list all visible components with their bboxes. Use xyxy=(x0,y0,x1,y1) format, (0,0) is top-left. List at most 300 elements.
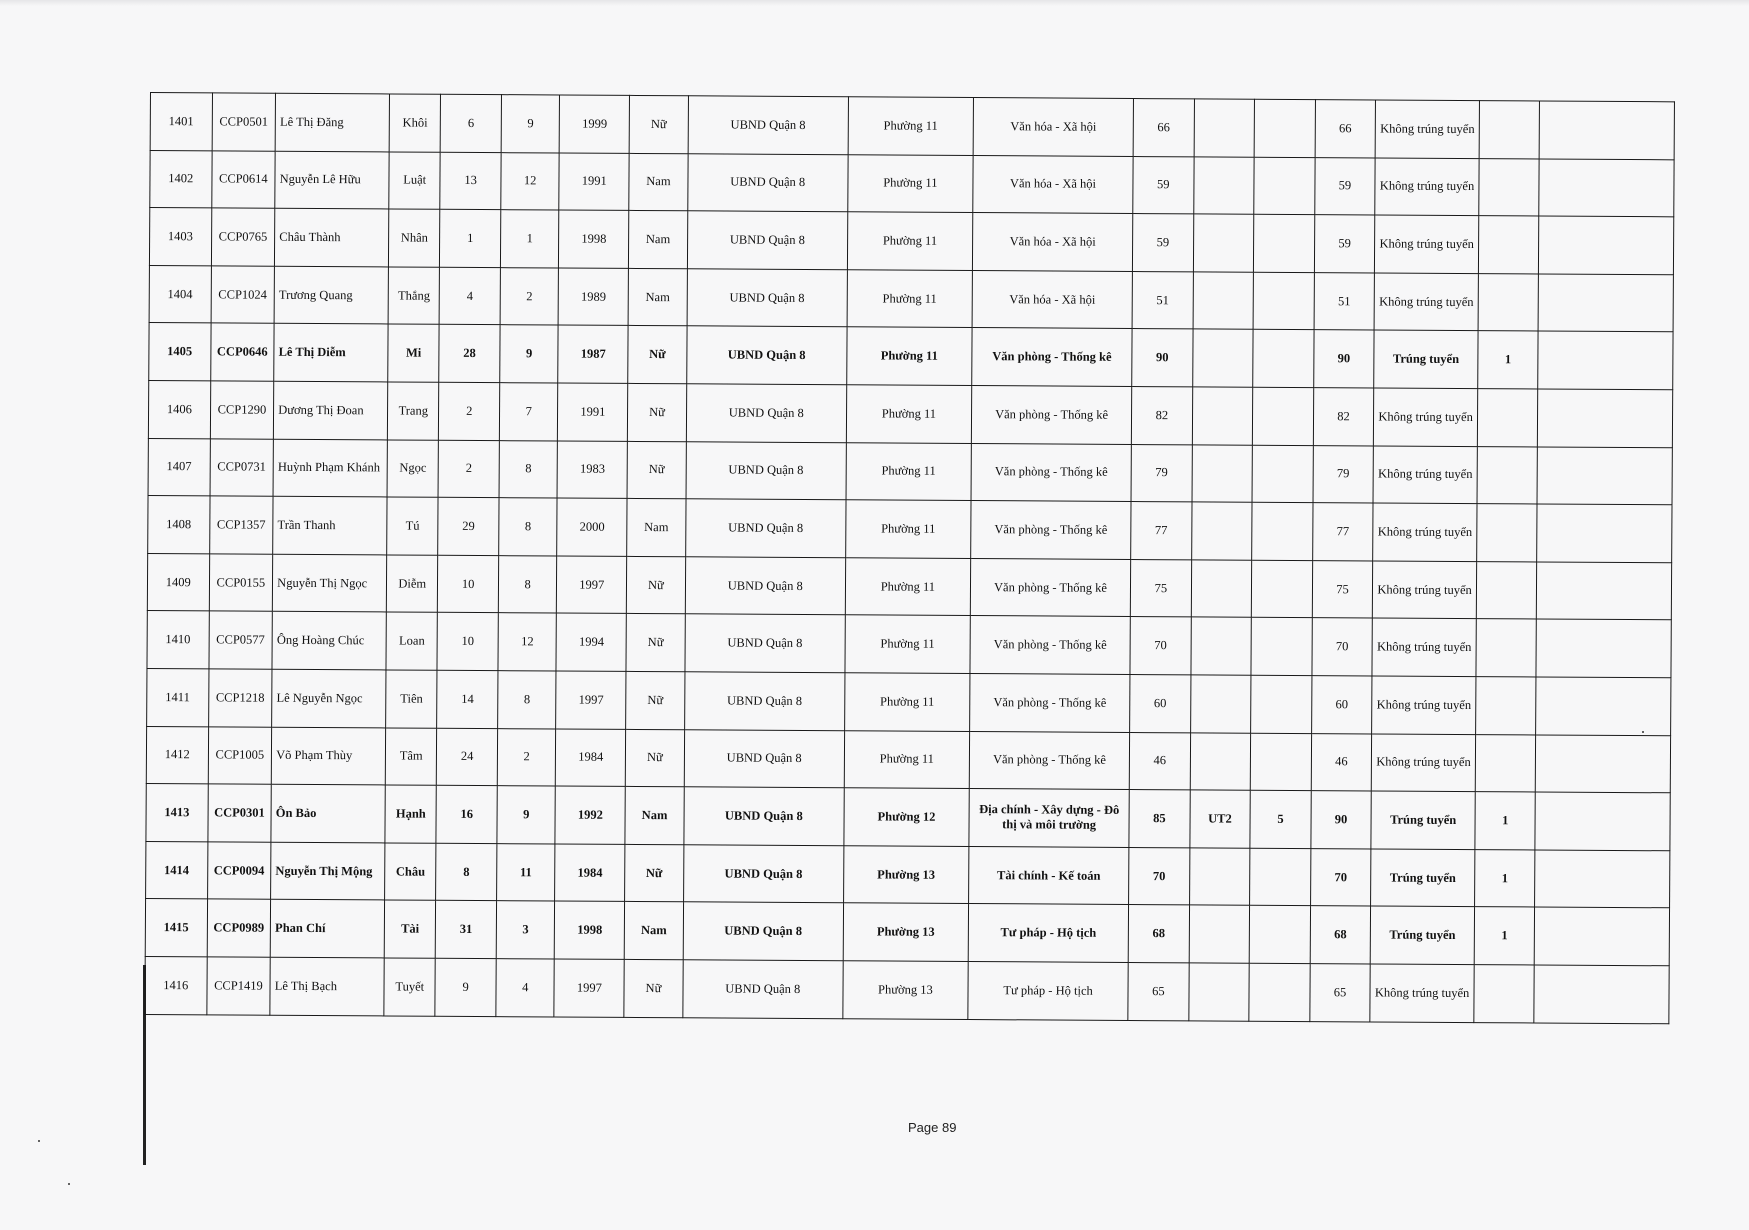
table-row xyxy=(147,553,1671,620)
total-cell: 59 xyxy=(1315,157,1376,215)
priority-cell xyxy=(1192,387,1253,445)
selected-cell xyxy=(1478,216,1539,274)
code-cell: CCP1290 xyxy=(210,381,274,439)
code-cell: CCP0577 xyxy=(209,611,273,669)
birth-day-cell: 29 xyxy=(438,497,499,555)
priority-cell xyxy=(1193,156,1254,214)
given-name-cell: Loan xyxy=(386,612,438,670)
birth-year-cell: 1997 xyxy=(556,671,626,729)
code-cell: CCP0614 xyxy=(211,150,275,208)
birth-month-cell: 9 xyxy=(500,325,559,383)
bonus-cell xyxy=(1253,330,1314,388)
note-cell xyxy=(1539,159,1674,217)
code-cell: CCP0094 xyxy=(207,842,271,900)
birth-year-cell: 2000 xyxy=(557,498,627,556)
result-cell: Không trúng tuyển xyxy=(1374,273,1478,331)
bonus-cell xyxy=(1254,157,1315,215)
ward-cell: Phường 13 xyxy=(843,903,969,961)
ward-cell: Phường 11 xyxy=(845,615,971,673)
bonus-cell xyxy=(1249,963,1310,1021)
selected-cell: 1 xyxy=(1474,907,1535,965)
ward-cell: Phường 11 xyxy=(847,327,973,385)
code-cell: CCP1024 xyxy=(211,266,275,324)
selected-cell xyxy=(1477,389,1538,447)
position-cell: Văn phòng - Thống kê xyxy=(971,443,1131,502)
agency-cell: UBND Quận 8 xyxy=(685,499,845,558)
bonus-cell xyxy=(1254,214,1315,272)
selected-cell xyxy=(1478,273,1539,331)
ward-cell: Phường 11 xyxy=(844,730,970,788)
table-row xyxy=(149,208,1673,275)
selected-cell xyxy=(1476,677,1537,735)
priority-cell xyxy=(1193,272,1254,330)
note-cell xyxy=(1535,792,1670,850)
stt-cell: 1403 xyxy=(149,208,211,266)
priority-cell xyxy=(1191,560,1252,618)
code-cell: CCP0501 xyxy=(212,93,276,151)
bonus-cell xyxy=(1250,733,1311,791)
results-table xyxy=(144,92,1675,1024)
gender-cell: Nam xyxy=(624,902,683,960)
birth-day-cell: 2 xyxy=(439,382,500,440)
selected-cell xyxy=(1479,101,1540,159)
priority-cell xyxy=(1190,675,1251,733)
table-row xyxy=(145,899,1669,966)
birth-year-cell: 1984 xyxy=(556,729,626,787)
score-cell: 59 xyxy=(1133,214,1194,272)
family-name-cell: Trương Quang xyxy=(274,266,388,324)
position-cell: Văn phòng - Thống kê xyxy=(970,558,1130,617)
total-cell: 65 xyxy=(1310,964,1371,1022)
bonus-cell xyxy=(1251,675,1312,733)
agency-cell: UBND Quận 8 xyxy=(684,672,844,731)
note-cell xyxy=(1537,504,1672,562)
stt-cell: 1401 xyxy=(150,93,212,151)
selected-cell xyxy=(1476,619,1537,677)
position-cell: Văn phòng - Thống kê xyxy=(971,501,1131,560)
stt-cell: 1416 xyxy=(145,956,207,1014)
family-name-cell: Lê Thị Bạch xyxy=(270,957,384,1015)
selected-cell xyxy=(1479,158,1540,216)
agency-cell: UBND Quận 8 xyxy=(684,729,844,788)
priority-cell xyxy=(1189,905,1250,963)
bonus-cell xyxy=(1250,848,1311,906)
gender-cell: Nữ xyxy=(628,326,687,384)
agency-cell: UBND Quận 8 xyxy=(686,384,846,443)
result-cell: Không trúng tuyển xyxy=(1375,158,1479,216)
bonus-cell xyxy=(1254,99,1315,157)
selected-cell xyxy=(1475,734,1536,792)
bonus-cell xyxy=(1251,618,1312,676)
birth-month-cell: 8 xyxy=(498,671,557,729)
gender-cell: Nữ xyxy=(624,959,683,1017)
selected-cell xyxy=(1474,965,1535,1023)
birth-day-cell: 10 xyxy=(438,555,499,613)
code-cell: CCP1357 xyxy=(209,496,273,554)
selected-cell xyxy=(1477,504,1538,562)
priority-cell xyxy=(1192,444,1253,502)
table-row xyxy=(148,496,1672,563)
selected-cell: 1 xyxy=(1474,849,1535,907)
family-name-cell: Võ Phạm Thùy xyxy=(271,727,385,785)
position-cell: Tư pháp - Hộ tịch xyxy=(968,961,1128,1020)
birth-month-cell: 12 xyxy=(501,152,560,210)
stt-cell: 1414 xyxy=(146,841,208,899)
total-cell: 90 xyxy=(1311,791,1372,849)
birth-month-cell: 11 xyxy=(497,843,556,901)
score-cell: 77 xyxy=(1131,502,1192,560)
selected-cell: 1 xyxy=(1475,792,1536,850)
total-cell: 77 xyxy=(1312,503,1373,561)
position-cell: Địa chính - Xây dựng - Đô thị và môi trường xyxy=(969,789,1129,848)
table-row xyxy=(148,380,1672,447)
result-cell: Trúng tuyển xyxy=(1371,791,1475,849)
total-cell: 68 xyxy=(1310,906,1371,964)
bonus-cell xyxy=(1252,445,1313,503)
page-number: Page 89 xyxy=(908,1120,957,1135)
family-name-cell: Huỳnh Phạm Khánh xyxy=(273,439,387,497)
total-cell: 70 xyxy=(1312,618,1373,676)
given-name-cell: Tú xyxy=(387,497,439,555)
position-cell: Văn hóa - Xã hội xyxy=(972,270,1132,329)
agency-cell: UBND Quận 8 xyxy=(686,441,846,500)
agency-cell: UBND Quận 8 xyxy=(687,269,847,328)
stt-cell: 1409 xyxy=(147,553,209,611)
birth-month-cell: 4 xyxy=(496,959,555,1017)
table-row xyxy=(147,668,1671,735)
stt-cell: 1415 xyxy=(145,899,207,957)
stt-cell: 1413 xyxy=(146,784,208,842)
given-name-cell: Tuyết xyxy=(384,958,436,1016)
birth-year-cell: 1999 xyxy=(560,95,630,153)
position-cell: Văn hóa - Xã hội xyxy=(972,213,1132,272)
total-cell: 51 xyxy=(1314,272,1375,330)
agency-cell: UBND Quận 8 xyxy=(685,557,845,616)
ward-cell: Phường 13 xyxy=(843,845,969,903)
stt-cell: 1412 xyxy=(146,726,208,784)
note-cell xyxy=(1536,619,1671,677)
position-cell: Tài chính - Kế toán xyxy=(969,846,1129,905)
note-cell xyxy=(1534,965,1669,1023)
given-name-cell: Hạnh xyxy=(385,785,437,843)
scan-edge xyxy=(0,0,1749,6)
result-cell: Không trúng tuyển xyxy=(1372,734,1476,792)
given-name-cell: Tâm xyxy=(385,727,437,785)
priority-cell xyxy=(1191,502,1252,560)
given-name-cell: Ngọc xyxy=(387,440,439,498)
table-row xyxy=(146,784,1670,851)
note-cell xyxy=(1537,562,1672,620)
scan-speck xyxy=(68,1183,70,1185)
table-row xyxy=(150,93,1674,160)
table-row xyxy=(147,611,1671,678)
given-name-cell: Nhân xyxy=(389,209,441,267)
position-cell: Văn hóa - Xã hội xyxy=(973,155,1133,214)
stt-cell: 1411 xyxy=(147,668,209,726)
stt-cell: 1410 xyxy=(147,611,209,669)
total-cell: 75 xyxy=(1312,560,1373,618)
priority-cell: UT2 xyxy=(1190,790,1251,848)
selected-cell: 1 xyxy=(1478,331,1539,389)
given-name-cell: Luật xyxy=(389,152,441,210)
birth-month-cell: 9 xyxy=(501,95,560,153)
birth-day-cell: 28 xyxy=(439,325,500,383)
given-name-cell: Diễm xyxy=(386,555,438,613)
results-sheet xyxy=(144,92,1675,1024)
score-cell: 51 xyxy=(1132,271,1193,329)
priority-cell xyxy=(1193,214,1254,272)
family-name-cell: Trần Thanh xyxy=(273,496,387,554)
selected-cell xyxy=(1476,561,1537,619)
birth-month-cell: 8 xyxy=(499,498,558,556)
birth-year-cell: 1998 xyxy=(555,901,625,959)
birth-year-cell: 1998 xyxy=(559,210,629,268)
birth-month-cell: 12 xyxy=(498,613,557,671)
stt-cell: 1405 xyxy=(149,323,211,381)
total-cell: 79 xyxy=(1313,445,1374,503)
gender-cell: Nữ xyxy=(626,671,685,729)
priority-cell xyxy=(1191,617,1252,675)
gender-cell: Nam xyxy=(627,499,686,557)
score-cell: 68 xyxy=(1128,905,1189,963)
birth-month-cell: 2 xyxy=(497,728,556,786)
bonus-cell xyxy=(1252,502,1313,560)
result-cell: Không trúng tuyển xyxy=(1375,100,1479,158)
stt-cell: 1407 xyxy=(148,438,210,496)
gender-cell: Nữ xyxy=(628,383,687,441)
given-name-cell: Mi xyxy=(388,324,440,382)
priority-cell xyxy=(1192,329,1253,387)
ward-cell: Phường 11 xyxy=(846,442,972,500)
table-row xyxy=(146,841,1670,908)
code-cell: CCP0301 xyxy=(207,784,271,842)
family-name-cell: Nguyễn Thị Ngọc xyxy=(273,554,387,612)
gender-cell: Nam xyxy=(625,787,684,845)
agency-cell: UBND Quận 8 xyxy=(686,326,846,385)
code-cell: CCP1419 xyxy=(206,957,270,1015)
result-cell: Không trúng tuyển xyxy=(1370,964,1474,1022)
ward-cell: Phường 11 xyxy=(847,270,973,328)
family-name-cell: Lê Thị Diễm xyxy=(274,324,388,382)
position-cell: Văn hóa - Xã hội xyxy=(973,98,1133,157)
note-cell xyxy=(1536,677,1671,735)
birth-year-cell: 1997 xyxy=(554,959,624,1017)
result-cell: Không trúng tuyển xyxy=(1373,561,1477,619)
agency-cell: UBND Quận 8 xyxy=(683,960,843,1019)
score-cell: 82 xyxy=(1131,386,1192,444)
position-cell: Văn phòng - Thống kê xyxy=(970,673,1130,732)
ward-cell: Phường 11 xyxy=(846,385,972,443)
birth-year-cell: 1991 xyxy=(559,153,629,211)
position-cell: Văn phòng - Thống kê xyxy=(970,616,1130,675)
note-cell xyxy=(1539,216,1674,274)
birth-day-cell: 8 xyxy=(436,843,497,901)
gender-cell: Nữ xyxy=(627,556,686,614)
birth-month-cell: 8 xyxy=(498,555,557,613)
total-cell: 82 xyxy=(1313,388,1374,446)
birth-day-cell: 9 xyxy=(435,958,496,1016)
agency-cell: UBND Quận 8 xyxy=(683,902,843,961)
gender-cell: Nam xyxy=(629,153,688,211)
result-cell: Không trúng tuyển xyxy=(1375,215,1479,273)
birth-month-cell: 1 xyxy=(500,210,559,268)
score-cell: 59 xyxy=(1133,156,1194,214)
birth-month-cell: 9 xyxy=(497,786,556,844)
ward-cell: Phường 11 xyxy=(844,673,970,731)
birth-year-cell: 1997 xyxy=(557,556,627,614)
birth-year-cell: 1987 xyxy=(558,325,628,383)
ward-cell: Phường 11 xyxy=(845,558,971,616)
bonus-cell xyxy=(1253,272,1314,330)
priority-cell xyxy=(1188,963,1249,1021)
birth-year-cell: 1991 xyxy=(558,383,628,441)
given-name-cell: Thắng xyxy=(388,267,440,325)
family-name-cell: Ôn Bảo xyxy=(271,784,385,842)
score-cell: 65 xyxy=(1128,962,1189,1020)
family-name-cell: Lê Thị Đăng xyxy=(275,93,389,151)
agency-cell: UBND Quận 8 xyxy=(685,614,845,673)
birth-day-cell: 4 xyxy=(439,267,500,325)
family-name-cell: Châu Thành xyxy=(275,208,389,266)
result-cell: Không trúng tuyển xyxy=(1373,503,1477,561)
birth-day-cell: 16 xyxy=(436,785,497,843)
note-cell xyxy=(1536,735,1671,793)
family-name-cell: Nguyễn Lê Hữu xyxy=(275,151,389,209)
code-cell: CCP1218 xyxy=(208,669,272,727)
note-cell xyxy=(1538,331,1673,389)
table-row xyxy=(148,438,1672,505)
position-cell: Văn phòng - Thống kê xyxy=(971,385,1131,444)
score-cell: 60 xyxy=(1130,674,1191,732)
bonus-cell xyxy=(1253,387,1314,445)
gender-cell: Nam xyxy=(629,211,688,269)
ward-cell: Phường 11 xyxy=(848,154,974,212)
ward-cell: Phường 12 xyxy=(844,788,970,846)
table-row xyxy=(150,150,1674,217)
given-name-cell: Trang xyxy=(387,382,439,440)
family-name-cell: Nguyễn Thị Mộng xyxy=(271,842,385,900)
birth-year-cell: 1994 xyxy=(556,613,626,671)
result-cell: Trúng tuyển xyxy=(1370,906,1474,964)
score-cell: 66 xyxy=(1133,99,1194,157)
priority-cell xyxy=(1194,99,1255,157)
code-cell: CCP0765 xyxy=(211,208,275,266)
given-name-cell: Tài xyxy=(384,900,436,958)
birth-day-cell: 13 xyxy=(440,152,501,210)
priority-cell xyxy=(1190,732,1251,790)
code-cell: CCP0731 xyxy=(210,438,274,496)
family-name-cell: Ông Hoàng Chúc xyxy=(272,612,386,670)
gender-cell: Nữ xyxy=(625,844,684,902)
agency-cell: UBND Quận 8 xyxy=(688,96,848,155)
stt-cell: 1408 xyxy=(148,496,210,554)
score-cell: 75 xyxy=(1130,559,1191,617)
gender-cell: Nam xyxy=(628,268,687,326)
birth-day-cell: 31 xyxy=(436,901,497,959)
birth-day-cell: 6 xyxy=(441,94,502,152)
agency-cell: UBND Quận 8 xyxy=(683,844,843,903)
total-cell: 66 xyxy=(1315,100,1376,158)
table-row xyxy=(145,956,1669,1023)
priority-cell xyxy=(1189,848,1250,906)
score-cell: 70 xyxy=(1130,617,1191,675)
table-row xyxy=(149,323,1673,390)
note-cell xyxy=(1535,850,1670,908)
result-cell: Không trúng tuyển xyxy=(1374,388,1478,446)
birth-day-cell: 2 xyxy=(438,440,499,498)
stt-cell: 1402 xyxy=(150,150,212,208)
score-cell: 70 xyxy=(1129,847,1190,905)
table-body xyxy=(145,93,1675,1024)
agency-cell: UBND Quận 8 xyxy=(684,787,844,846)
given-name-cell: Khôi xyxy=(389,94,441,152)
family-name-cell: Dương Thị Đoan xyxy=(274,381,388,439)
gender-cell: Nữ xyxy=(626,614,685,672)
ward-cell: Phường 11 xyxy=(847,212,973,270)
note-cell xyxy=(1539,274,1674,332)
score-cell: 79 xyxy=(1131,444,1192,502)
position-cell: Tư pháp - Hộ tịch xyxy=(968,904,1128,963)
total-cell: 90 xyxy=(1313,330,1374,388)
agency-cell: UBND Quận 8 xyxy=(687,211,847,270)
birth-month-cell: 7 xyxy=(499,383,558,441)
birth-day-cell: 14 xyxy=(437,670,498,728)
birth-year-cell: 1989 xyxy=(559,268,629,326)
result-cell: Không trúng tuyển xyxy=(1372,618,1476,676)
birth-month-cell: 3 xyxy=(496,901,555,959)
total-cell: 59 xyxy=(1314,215,1375,273)
note-cell xyxy=(1537,447,1672,505)
table-row xyxy=(146,726,1670,793)
birth-day-cell: 10 xyxy=(437,613,498,671)
result-cell: Không trúng tuyển xyxy=(1372,676,1476,734)
code-cell: CCP0646 xyxy=(210,323,274,381)
birth-year-cell: 1983 xyxy=(557,441,627,499)
ward-cell: Phường 13 xyxy=(843,961,969,1019)
scan-speck xyxy=(38,1140,40,1142)
family-name-cell: Lê Nguyễn Ngọc xyxy=(272,669,386,727)
total-cell: 46 xyxy=(1311,733,1372,791)
birth-month-cell: 8 xyxy=(499,440,558,498)
birth-month-cell: 2 xyxy=(500,267,559,325)
gender-cell: Nữ xyxy=(627,441,686,499)
agency-cell: UBND Quận 8 xyxy=(687,153,847,212)
total-cell: 60 xyxy=(1311,676,1372,734)
code-cell: CCP0155 xyxy=(209,554,273,612)
stt-cell: 1406 xyxy=(148,380,210,438)
score-cell: 85 xyxy=(1129,790,1190,848)
result-cell: Không trúng tuyển xyxy=(1373,446,1477,504)
table-row xyxy=(149,265,1673,332)
total-cell: 70 xyxy=(1310,848,1371,906)
note-cell xyxy=(1540,101,1675,159)
birth-year-cell: 1992 xyxy=(555,786,625,844)
note-cell xyxy=(1535,907,1670,965)
birth-day-cell: 1 xyxy=(440,209,501,267)
birth-day-cell: 24 xyxy=(437,728,498,786)
score-cell: 90 xyxy=(1132,329,1193,387)
bonus-cell: 5 xyxy=(1250,790,1311,848)
family-name-cell: Phan Chí xyxy=(270,900,384,958)
birth-year-cell: 1984 xyxy=(555,844,625,902)
code-cell: CCP0989 xyxy=(207,899,271,957)
stt-cell: 1404 xyxy=(149,265,211,323)
score-cell: 46 xyxy=(1129,732,1190,790)
gender-cell: Nữ xyxy=(629,95,688,153)
selected-cell xyxy=(1477,446,1538,504)
ward-cell: Phường 11 xyxy=(845,500,971,558)
bonus-cell xyxy=(1249,906,1310,964)
